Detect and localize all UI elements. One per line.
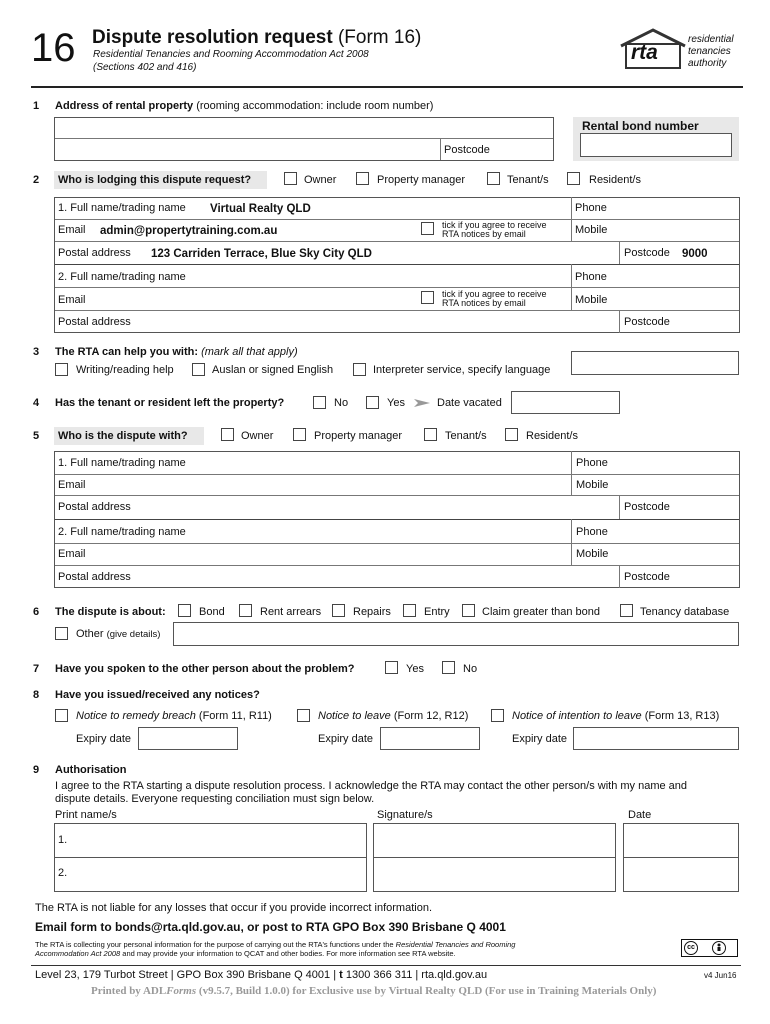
q5-resident-label: Resident/s bbox=[526, 430, 578, 442]
interpreter-language-field[interactable] bbox=[571, 351, 739, 375]
print-name-label: Print name/s bbox=[55, 809, 117, 821]
q5-resident-checkbox[interactable] bbox=[505, 428, 518, 441]
other-note: (give details) bbox=[106, 629, 161, 640]
p1-tick-notice-2: RTA notices by email bbox=[442, 229, 526, 239]
q5-owner-label: Owner bbox=[241, 430, 274, 442]
p1-email-notice-checkbox[interactable] bbox=[421, 222, 434, 235]
q2-col-line bbox=[619, 241, 620, 264]
p1-postcode-label: Postcode bbox=[624, 247, 670, 259]
q5-question: Who is the dispute with? bbox=[58, 430, 188, 442]
q1-number: 1 bbox=[33, 100, 40, 112]
privacy-2a: Accommodation Act 2008 bbox=[35, 949, 121, 958]
expiry-field-3[interactable] bbox=[573, 727, 739, 750]
privacy-1b: Residential Tenancies and Rooming bbox=[395, 940, 516, 949]
q2-property-manager-label: Property manager bbox=[377, 174, 466, 186]
q2-resident-checkbox[interactable] bbox=[567, 172, 580, 185]
printed-by-note bbox=[91, 985, 656, 997]
expiry-label-3: Expiry date bbox=[512, 733, 568, 745]
logo-rta-text: rta bbox=[631, 41, 658, 64]
p2-email-label: Email bbox=[58, 294, 86, 306]
q2-tenant-checkbox[interactable] bbox=[487, 172, 500, 185]
p1-email-value[interactable]: admin@propertytraining.com.au bbox=[100, 225, 278, 237]
bond-number-field[interactable] bbox=[580, 133, 732, 157]
r1-email-label: Email bbox=[58, 479, 86, 491]
notice-leave-checkbox[interactable] bbox=[297, 709, 310, 722]
postcode-divider bbox=[440, 138, 441, 160]
auslan-checkbox[interactable] bbox=[192, 363, 205, 376]
bond-label: Rental bond number bbox=[582, 119, 699, 133]
title-bold: Dispute resolution request bbox=[92, 27, 333, 48]
phone-t: t bbox=[339, 969, 343, 981]
other-label bbox=[76, 628, 160, 640]
q4-no-checkbox[interactable] bbox=[313, 396, 326, 409]
header-divider bbox=[31, 86, 743, 88]
signature-field-2[interactable] bbox=[373, 857, 616, 892]
q2-tenant-label: Tenant/s bbox=[507, 174, 549, 186]
notice-remedy-italic: Notice to remedy breach bbox=[76, 710, 196, 722]
rta-address bbox=[35, 969, 487, 981]
q2-row-line bbox=[55, 310, 739, 311]
expiry-field-1[interactable] bbox=[138, 727, 238, 750]
expiry-label-2: Expiry date bbox=[318, 733, 374, 745]
phone-text: 1300 366 311 | rta.qld.gov.au bbox=[342, 969, 488, 981]
notice-intention-italic: Notice of intention to leave bbox=[512, 710, 642, 722]
form-number: 16 bbox=[31, 26, 76, 70]
address-line bbox=[55, 138, 553, 139]
p1-phone-label: Phone bbox=[575, 202, 607, 214]
other-details-field[interactable] bbox=[173, 622, 739, 646]
auslan-label: Auslan or signed English bbox=[212, 364, 334, 376]
act-sections: (Sections 402 and 416) bbox=[93, 62, 197, 73]
writing-help-label: Writing/reading help bbox=[76, 364, 174, 376]
p1-tick-notice-1: tick if you agree to receive bbox=[442, 220, 547, 230]
signature-label: Signature/s bbox=[377, 809, 433, 821]
q4-question: Has the tenant or resident left the property? bbox=[55, 397, 285, 409]
q2-col-line bbox=[571, 264, 572, 310]
q5-tenant-label: Tenant/s bbox=[445, 430, 487, 442]
tenancy-database-label: Tenancy database bbox=[640, 606, 730, 618]
notice-intention-form: (Form 13, R13) bbox=[644, 710, 720, 722]
q3-label-rest: (mark all that apply) bbox=[201, 346, 298, 358]
title-form: (Form 16) bbox=[337, 27, 422, 48]
notice-remedy-form: (Form 11, R11) bbox=[198, 710, 272, 722]
q5-number: 5 bbox=[33, 430, 40, 442]
q2-row-line bbox=[55, 219, 739, 220]
date-vacated-label: Date vacated bbox=[437, 397, 502, 409]
privacy-1a: The RTA is collecting your personal information for the purpose of carrying out the RTA's functions under the bbox=[35, 940, 396, 949]
claim-greater-label: Claim greater than bond bbox=[482, 606, 601, 618]
q2-property-manager-checkbox[interactable] bbox=[356, 172, 369, 185]
print-name-field-2[interactable] bbox=[54, 857, 367, 892]
q2-col-line bbox=[619, 310, 620, 333]
date-field-2[interactable] bbox=[623, 857, 739, 892]
date-label: Date bbox=[628, 809, 652, 821]
tenancy-database-checkbox[interactable] bbox=[620, 604, 633, 617]
other-checkbox[interactable] bbox=[55, 627, 68, 640]
authorisation-title: Authorisation bbox=[55, 764, 127, 776]
q3-label bbox=[55, 346, 298, 358]
lodger-details-table bbox=[54, 197, 740, 333]
interpreter-label: Interpreter service, specify language bbox=[373, 364, 551, 376]
notice-remedy-label bbox=[76, 710, 272, 722]
p1-postal-value[interactable]: 123 Carriden Terrace, Blue Sky City QLD bbox=[151, 248, 372, 260]
other-text: Other bbox=[76, 628, 104, 640]
cc-license-badge bbox=[681, 939, 738, 957]
rent-arrears-label: Rent arrears bbox=[260, 606, 322, 618]
liability-note: The RTA is not liable for any losses that occur if you provide incorrect information. bbox=[35, 902, 432, 914]
repairs-checkbox[interactable] bbox=[332, 604, 345, 617]
notice-intention-label bbox=[512, 710, 719, 722]
notice-remedy-checkbox[interactable] bbox=[55, 709, 68, 722]
claim-greater-checkbox[interactable] bbox=[462, 604, 475, 617]
person-icon bbox=[713, 942, 725, 954]
q5-property-manager-label: Property manager bbox=[314, 430, 403, 442]
expiry-field-2[interactable] bbox=[380, 727, 480, 750]
q4-yes-checkbox[interactable] bbox=[366, 396, 379, 409]
r2-name-label: 2. Full name/trading name bbox=[58, 526, 186, 538]
p2-email-notice-checkbox[interactable] bbox=[421, 291, 434, 304]
rta-logo bbox=[618, 26, 743, 72]
interpreter-checkbox[interactable] bbox=[353, 363, 366, 376]
notice-intention-checkbox[interactable] bbox=[491, 709, 504, 722]
footer-divider bbox=[31, 965, 741, 966]
q2-col-line bbox=[571, 197, 572, 241]
q7-yes-label: Yes bbox=[406, 663, 424, 675]
q2-resident-label: Resident/s bbox=[589, 174, 641, 186]
q5-col-line bbox=[619, 565, 620, 588]
q2-number: 2 bbox=[33, 174, 40, 186]
cc-icon: cc bbox=[684, 941, 698, 955]
q5-tenant-checkbox[interactable] bbox=[424, 428, 437, 441]
p2-mobile-label: Mobile bbox=[575, 294, 608, 306]
repairs-label: Repairs bbox=[353, 606, 391, 618]
authorisation-text-2: dispute details. Everyone requesting conciliation must sign below. bbox=[55, 793, 375, 805]
q5-col-line bbox=[571, 451, 572, 495]
p2-tick-notice-1: tick if you agree to receive bbox=[442, 289, 547, 299]
p2-tick-notice-2: RTA notices by email bbox=[442, 298, 526, 308]
r1-mobile-label: Mobile bbox=[576, 479, 609, 491]
p1-name-label: 1. Full name/trading name bbox=[58, 202, 186, 214]
p2-name-label: 2. Full name/trading name bbox=[58, 271, 186, 283]
act-name: Residential Tenancies and Rooming Accommodation Act 2008 bbox=[93, 49, 369, 60]
p1-postcode-value[interactable]: 9000 bbox=[682, 248, 708, 260]
q7-yes-checkbox[interactable] bbox=[385, 661, 398, 674]
p2-postcode-label: Postcode bbox=[624, 316, 670, 328]
r2-phone-label: Phone bbox=[576, 526, 608, 538]
entry-checkbox[interactable] bbox=[403, 604, 416, 617]
q7-no-checkbox[interactable] bbox=[442, 661, 455, 674]
entry-label: Entry bbox=[424, 606, 450, 618]
printed-forms: Forms bbox=[166, 985, 197, 997]
form-title bbox=[92, 27, 421, 49]
signatory-1-label: 1. bbox=[58, 834, 68, 846]
q7-number: 7 bbox=[33, 663, 40, 675]
authorisation-text-1: I agree to the RTA starting a dispute resolution process. I acknowledge the RTA may contact the other person/s with my name and bbox=[55, 780, 688, 792]
r1-postal-label: Postal address bbox=[58, 501, 131, 513]
q5-row-line bbox=[55, 495, 739, 496]
q7-question: Have you spoken to the other person about the problem? bbox=[55, 663, 355, 675]
q5-row-line bbox=[55, 543, 739, 544]
print-name-field-1[interactable] bbox=[54, 823, 367, 858]
q5-row-line bbox=[55, 565, 739, 566]
r2-postcode-label: Postcode bbox=[624, 571, 670, 583]
printed-a: Printed by ADL bbox=[91, 985, 167, 997]
r2-mobile-label: Mobile bbox=[576, 548, 609, 560]
date-vacated-field[interactable] bbox=[511, 391, 620, 414]
address-text: Level 23, 179 Turbot Street | GPO Box 390 Brisbane Q 4001 | bbox=[35, 969, 340, 981]
p1-mobile-label: Mobile bbox=[575, 224, 608, 236]
r1-postcode-label: Postcode bbox=[624, 501, 670, 513]
date-field-1[interactable] bbox=[623, 823, 739, 858]
bond-label: Bond bbox=[199, 606, 225, 618]
r1-name-label: 1. Full name/trading name bbox=[58, 457, 186, 469]
r2-email-label: Email bbox=[58, 548, 86, 560]
privacy-2b: and may provide your information to QCAT and other bodies. For more information see RTA website. bbox=[120, 949, 456, 958]
q8-number: 8 bbox=[33, 689, 40, 701]
q1-postcode-label: Postcode bbox=[444, 144, 490, 156]
q2-owner-checkbox[interactable] bbox=[284, 172, 297, 185]
q5-owner-checkbox[interactable] bbox=[221, 428, 234, 441]
notice-leave-label bbox=[318, 710, 468, 722]
q3-number: 3 bbox=[33, 346, 40, 358]
q6-number: 6 bbox=[33, 606, 40, 618]
q5-property-manager-checkbox[interactable] bbox=[293, 428, 306, 441]
submission-instructions: Email form to bonds@rta.qld.gov.au, or post to RTA GPO Box 390 Brisbane Q 4001 bbox=[35, 920, 506, 934]
q2-row-line bbox=[55, 241, 739, 242]
signature-field-1[interactable] bbox=[373, 823, 616, 858]
p1-email-label: Email bbox=[58, 224, 86, 236]
q3-label-bold: The RTA can help you with: bbox=[55, 346, 198, 358]
q1-label bbox=[55, 100, 433, 112]
r1-phone-label: Phone bbox=[576, 457, 608, 469]
p1-postal-label: Postal address bbox=[58, 247, 131, 259]
q4-no-label: No bbox=[334, 397, 349, 409]
attribution-icon bbox=[712, 941, 726, 955]
logo-name-1: residential bbox=[688, 34, 734, 45]
logo-name-2: tenancies bbox=[688, 46, 731, 57]
q5-section-line bbox=[55, 519, 739, 520]
rent-arrears-checkbox[interactable] bbox=[239, 604, 252, 617]
logo-name-3: authority bbox=[688, 58, 727, 69]
q5-col-line bbox=[571, 519, 572, 565]
privacy-notice bbox=[35, 940, 515, 958]
arrow-right-icon bbox=[414, 398, 430, 408]
q9-number: 9 bbox=[33, 764, 40, 776]
bond-checkbox[interactable] bbox=[178, 604, 191, 617]
q2-row-line bbox=[55, 287, 739, 288]
q1-label-bold: Address of rental property bbox=[55, 100, 194, 112]
p1-name-value[interactable]: Virtual Realty QLD bbox=[210, 203, 311, 215]
q2-owner-label: Owner bbox=[304, 174, 337, 186]
q8-question: Have you issued/received any notices? bbox=[55, 689, 260, 701]
writing-help-checkbox[interactable] bbox=[55, 363, 68, 376]
q2-question: Who is lodging this dispute request? bbox=[58, 174, 252, 186]
r2-postal-label: Postal address bbox=[58, 571, 131, 583]
notice-leave-form: (Form 12, R12) bbox=[393, 710, 469, 722]
p2-postal-label: Postal address bbox=[58, 316, 131, 328]
p2-phone-label: Phone bbox=[575, 271, 607, 283]
q5-col-line bbox=[619, 495, 620, 519]
q6-question: The dispute is about: bbox=[55, 606, 166, 618]
q1-label-rest: (rooming accommodation: include room number) bbox=[196, 100, 434, 112]
q5-row-line bbox=[55, 474, 739, 475]
signatory-2-label: 2. bbox=[58, 867, 68, 879]
q4-yes-label: Yes bbox=[387, 397, 405, 409]
q7-no-label: No bbox=[463, 663, 478, 675]
q4-number: 4 bbox=[33, 397, 40, 409]
notice-leave-italic: Notice to leave bbox=[318, 710, 391, 722]
expiry-label-1: Expiry date bbox=[76, 733, 132, 745]
printed-b: (v9.5.7, Build 1.0.0) for Exclusive use by Virtual Realty QLD (For use in Training Materials Only) bbox=[196, 985, 657, 997]
version-label: v4 Jun16 bbox=[704, 971, 737, 980]
q2-section-line bbox=[55, 264, 739, 265]
